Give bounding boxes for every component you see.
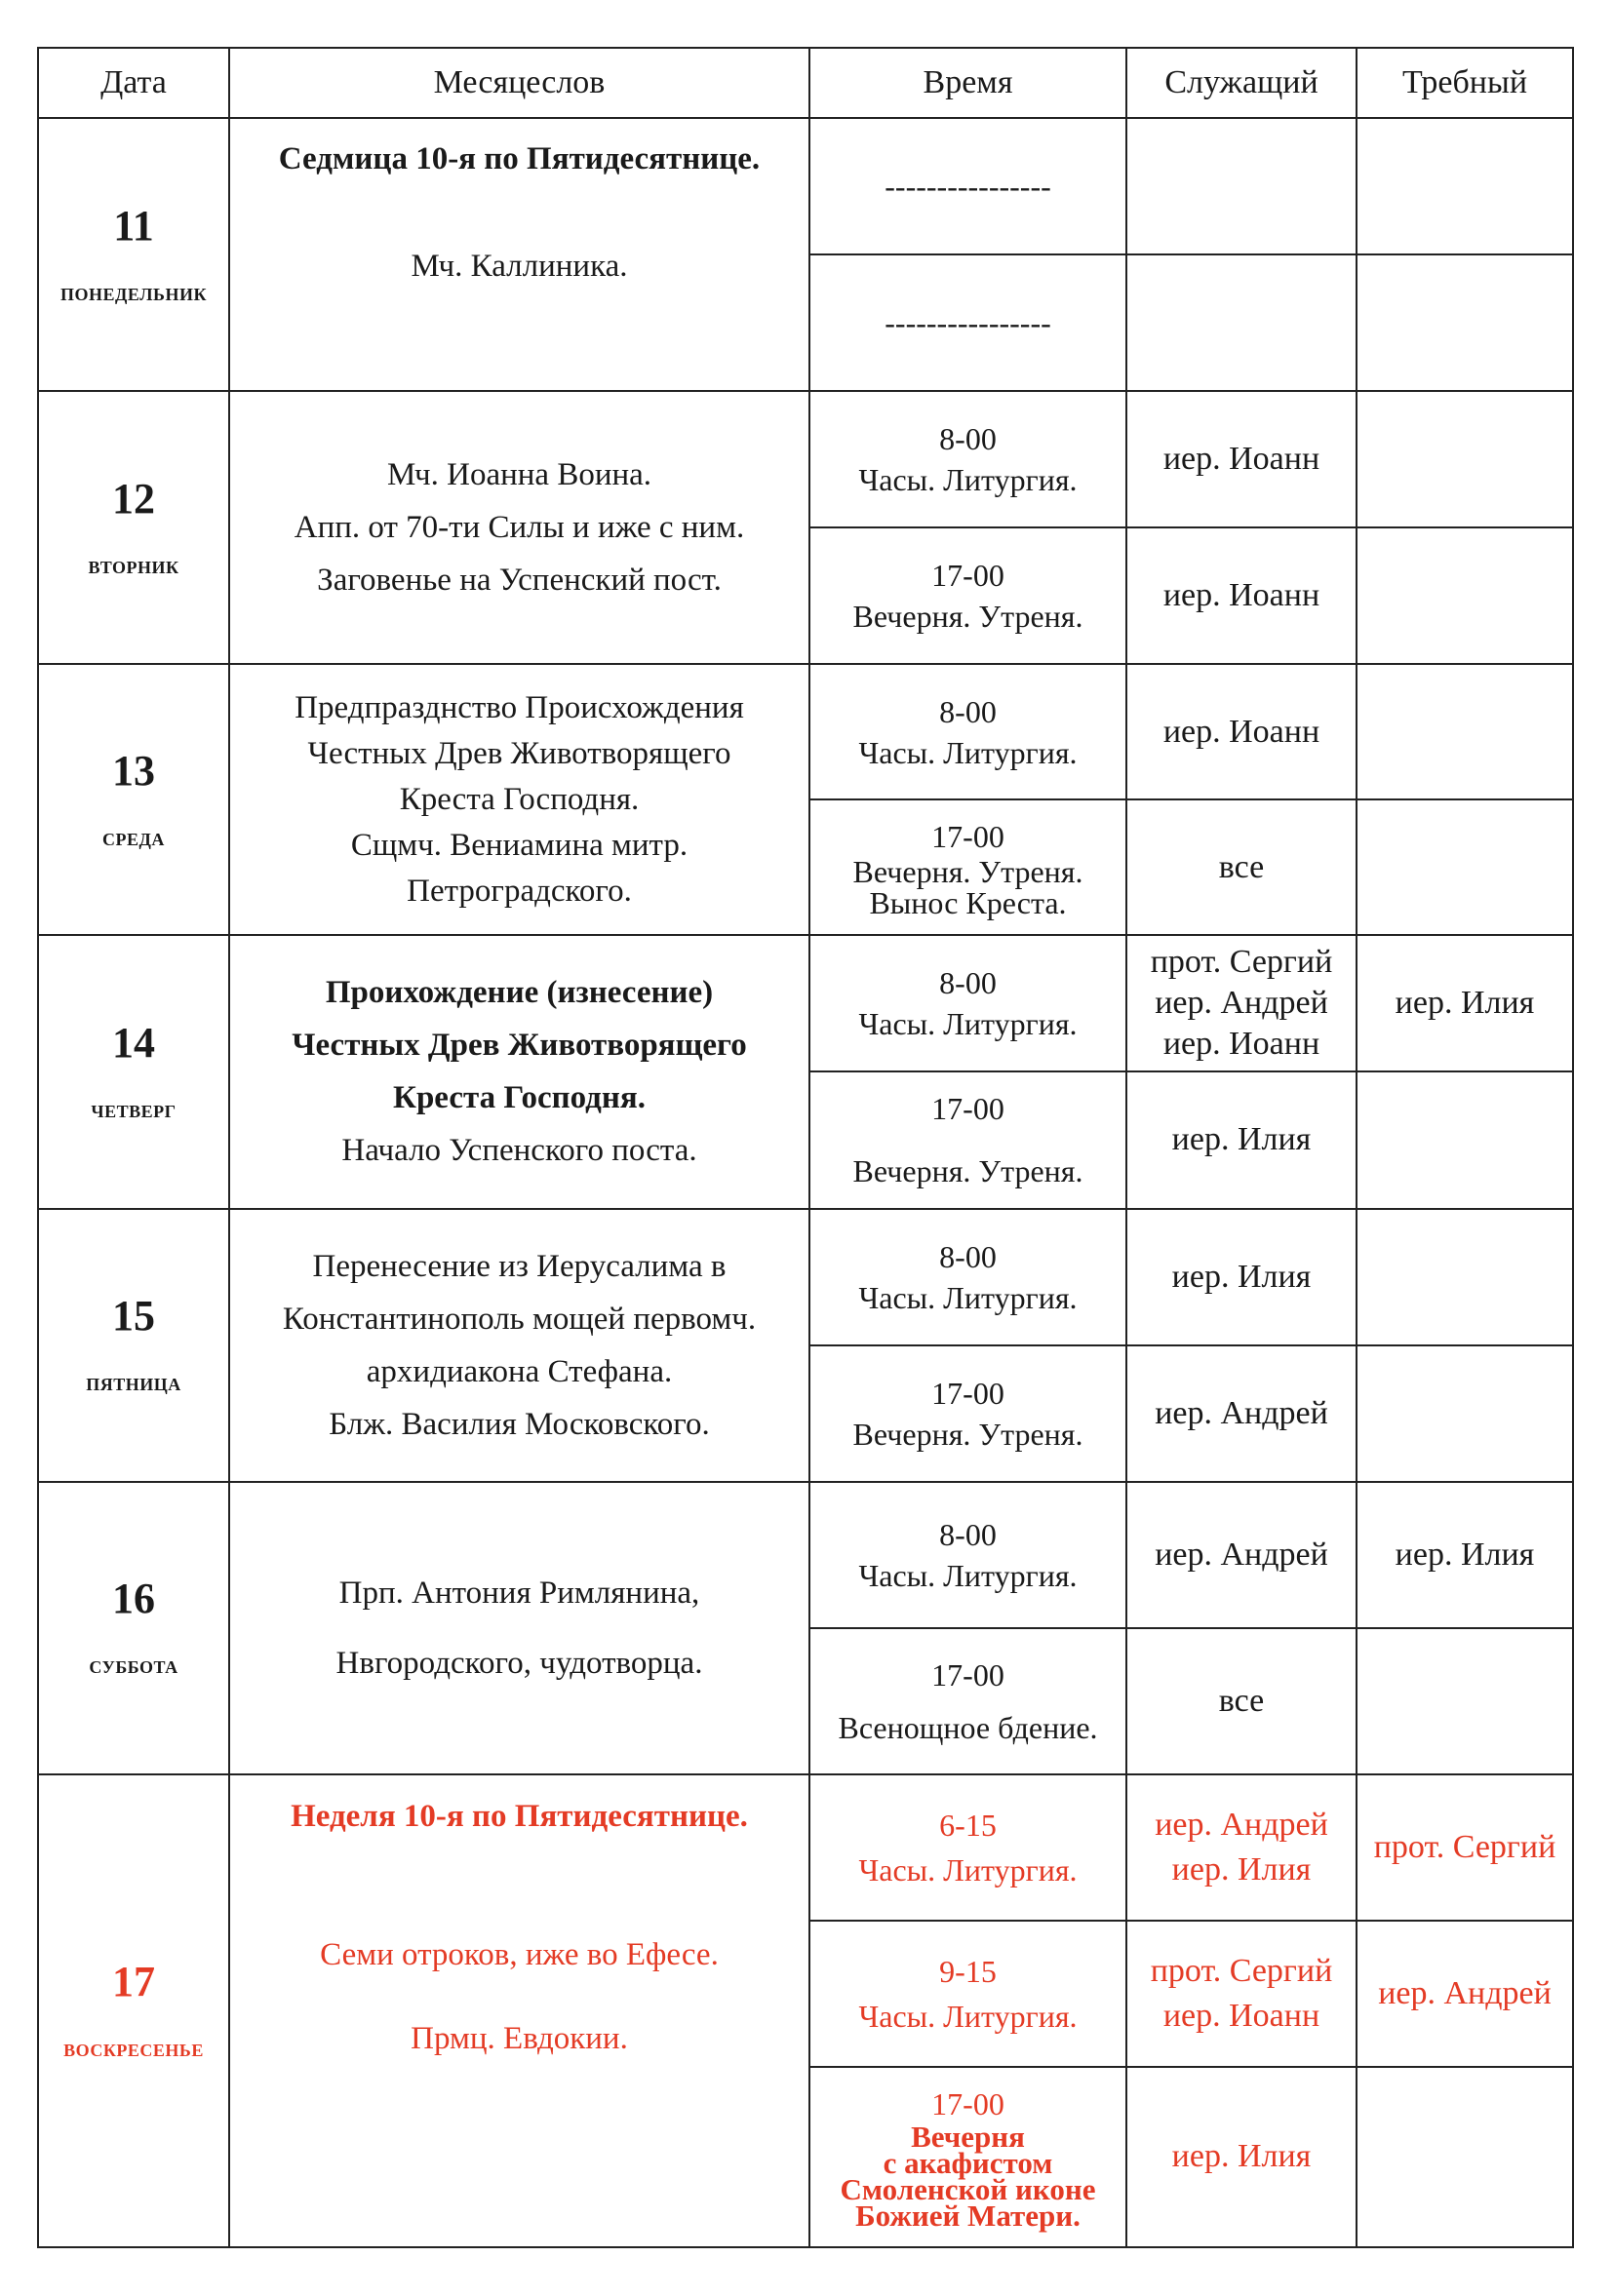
time-line: 17-00 — [931, 1375, 1004, 1411]
saint-line: Нвгородского, чудотворца. — [335, 1645, 703, 1681]
time-line: Всенощное бдение. — [838, 1709, 1098, 1745]
treby-name: прот. Сергий — [1373, 1828, 1556, 1865]
time-line: Вечерня — [911, 2120, 1025, 2155]
time-line: Божией Матери. — [855, 2199, 1081, 2234]
saint-line: Заговенье на Успенский пост. — [317, 563, 722, 599]
saint-line: архидиакона Стефана. — [366, 1353, 673, 1389]
day-name: ЧЕТВЕРГ — [91, 1101, 177, 1121]
menologion-cell — [229, 391, 809, 664]
menologion-cell — [229, 1774, 809, 2247]
saint-line: Седмица 10-я по Пятидесятнице. — [278, 141, 761, 176]
saint-line: Прмц. Евдокии. — [411, 2020, 628, 2056]
table-row — [38, 118, 1573, 254]
saint-line: Константинополь мощей первомч. — [282, 1301, 757, 1337]
serving-cell — [1126, 1071, 1357, 1208]
day-name: ВОСКРЕСЕНЬЕ — [63, 2040, 204, 2060]
schedule-table — [37, 47, 1574, 2248]
menologion-cell — [229, 935, 809, 1208]
treby-cell — [1357, 799, 1573, 935]
serving-name: иер. Илия — [1171, 2138, 1312, 2175]
serving-cell — [1126, 2067, 1357, 2247]
menologion-cell — [229, 1209, 809, 1482]
day-name: ВТОРНИК — [88, 557, 179, 577]
serving-name: прот. Сергий — [1150, 1952, 1333, 1989]
header-row — [38, 48, 1573, 118]
time-line: ---------------- — [885, 169, 1051, 205]
saint-line: Проихождение (изнесение) — [325, 975, 714, 1011]
time-line: Часы. Литургия. — [858, 462, 1078, 498]
header-treby: Требный — [1357, 48, 1573, 118]
serving-name: иер. Иоанн — [1162, 1997, 1320, 2034]
serving-name: иер. Иоанн — [1162, 577, 1320, 614]
saint-line: Предпразднство Происхождения — [295, 689, 744, 725]
serving-name: иер. Илия — [1171, 1850, 1312, 1887]
treby-cell — [1357, 1482, 1573, 1628]
day-name: СУББОТА — [89, 1657, 178, 1678]
time-cell — [809, 1774, 1126, 1921]
saint-line: Креста Господня. — [399, 781, 640, 817]
serving-cell — [1126, 118, 1357, 254]
time-line: Часы. Литургия. — [858, 1851, 1078, 1887]
serving-cell — [1126, 1209, 1357, 1345]
treby-cell — [1357, 2067, 1573, 2247]
serving-name: иер. Андрей — [1155, 985, 1328, 1022]
treby-name: иер. Илия — [1395, 1536, 1535, 1573]
time-cell — [809, 254, 1126, 391]
saint-line: Честных Древ Животворящего — [292, 1028, 747, 1064]
serving-cell — [1126, 664, 1357, 799]
saint-line: Прп. Антония Римлянина, — [338, 1575, 700, 1611]
serving-cell — [1126, 1628, 1357, 1774]
treby-cell — [1357, 1921, 1573, 2067]
time-line: 17-00 — [931, 2086, 1004, 2122]
serving-name: иер. Иоанн — [1162, 713, 1320, 750]
time-line: 8-00 — [939, 421, 997, 457]
time-cell — [809, 799, 1126, 935]
serving-cell — [1126, 254, 1357, 391]
serving-name: иер. Андрей — [1155, 1536, 1328, 1573]
saint-line: Апп. от 70-ти Силы и иже с ним. — [294, 510, 745, 546]
day-number: 16 — [112, 1575, 155, 1623]
saint-line: Семи отроков, иже во Ефесе. — [320, 1936, 719, 1972]
treby-cell — [1357, 1071, 1573, 1208]
treby-name: иер. Илия — [1395, 985, 1535, 1022]
saint-line: Блж. Василия Московского. — [329, 1406, 710, 1442]
header-serving: Служащий — [1126, 48, 1357, 118]
serving-name: иер. Иоанн — [1162, 441, 1320, 478]
time-line: 17-00 — [931, 558, 1004, 594]
treby-name: иер. Андрей — [1378, 1974, 1552, 2011]
table-row — [38, 1209, 1573, 1345]
time-line: с акафистом — [883, 2146, 1053, 2181]
day-number: 15 — [112, 1292, 155, 1341]
header-time: Время — [809, 48, 1126, 118]
time-line: 8-00 — [939, 1238, 997, 1274]
serving-cell — [1126, 1774, 1357, 1921]
treby-cell — [1357, 254, 1573, 391]
date-cell — [38, 391, 229, 664]
date-cell — [38, 664, 229, 935]
table-row — [38, 1774, 1573, 1921]
time-line: Вынос Креста. — [869, 884, 1067, 920]
serving-name: иер. Иоанн — [1162, 1026, 1320, 1063]
date-cell — [38, 935, 229, 1208]
header-menologion: Месяцеслов — [229, 48, 809, 118]
treby-cell — [1357, 527, 1573, 664]
time-line: Часы. Литургия. — [858, 1279, 1078, 1315]
time-cell — [809, 118, 1126, 254]
menologion-cell — [229, 664, 809, 935]
time-cell — [809, 935, 1126, 1071]
day-name: ПЯТНИЦА — [86, 1375, 181, 1395]
saint-line: Мч. Каллиника. — [411, 249, 628, 284]
serving-cell — [1126, 1482, 1357, 1628]
serving-cell — [1126, 391, 1357, 527]
serving-name: иер. Илия — [1171, 1258, 1312, 1295]
time-line: 8-00 — [939, 693, 997, 729]
treby-cell — [1357, 118, 1573, 254]
treby-cell — [1357, 1628, 1573, 1774]
time-line: 9-15 — [939, 1953, 997, 1989]
serving-name: все — [1218, 1682, 1265, 1719]
saint-line: Честных Древ Животворящего — [307, 735, 731, 771]
time-line: ---------------- — [885, 305, 1051, 341]
serving-cell — [1126, 935, 1357, 1071]
time-cell — [809, 391, 1126, 527]
serving-cell — [1126, 527, 1357, 664]
time-line: Часы. Литургия. — [858, 1557, 1078, 1593]
time-line: Часы. Литургия. — [858, 1006, 1078, 1042]
time-cell — [809, 1345, 1126, 1482]
saint-line: Неделя 10-я по Пятидесятнице. — [291, 1798, 748, 1834]
day-name: ПОНЕДЕЛЬНИК — [59, 284, 208, 304]
saint-line: Сщмч. Вениамина митр. — [350, 827, 688, 863]
saint-line: Креста Господня. — [393, 1080, 646, 1116]
day-number: 17 — [112, 1957, 155, 2005]
time-cell — [809, 1071, 1126, 1208]
serving-name: иер. Андрей — [1155, 1806, 1328, 1843]
time-line: 17-00 — [931, 1091, 1004, 1127]
treby-cell — [1357, 935, 1573, 1071]
time-line: Вечерня. Утреня. — [852, 1416, 1083, 1452]
menologion-cell — [229, 118, 809, 391]
time-line: Вечерня. Утреня. — [852, 1153, 1083, 1189]
day-number: 12 — [112, 474, 155, 523]
date-cell — [38, 1209, 229, 1482]
serving-cell — [1126, 1921, 1357, 2067]
time-line: Вечерня. Утреня. — [852, 853, 1083, 889]
treby-cell — [1357, 1345, 1573, 1482]
saint-line: Мч. Иоанна Воина. — [386, 457, 652, 493]
saint-line: Петроградского. — [407, 873, 632, 909]
table-row — [38, 391, 1573, 527]
table-row — [38, 1482, 1573, 1628]
day-number: 11 — [113, 201, 154, 250]
time-cell — [809, 527, 1126, 664]
serving-name: все — [1218, 848, 1265, 885]
time-line: 17-00 — [931, 1656, 1004, 1693]
serving-name: иер. Андрей — [1155, 1394, 1328, 1431]
serving-name: прот. Сергий — [1150, 944, 1333, 981]
treby-cell — [1357, 1209, 1573, 1345]
time-line: Часы. Литургия. — [858, 734, 1078, 770]
date-cell — [38, 1482, 229, 1774]
time-line: Часы. Литургия. — [858, 1998, 1078, 2034]
saint-line: Перенесение из Иерусалима в — [312, 1248, 727, 1284]
treby-cell — [1357, 391, 1573, 527]
date-cell — [38, 118, 229, 391]
day-number: 13 — [112, 746, 155, 795]
time-line: Вечерня. Утреня. — [852, 599, 1083, 635]
table-row — [38, 664, 1573, 799]
time-cell — [809, 2067, 1126, 2247]
time-line: 8-00 — [939, 965, 997, 1001]
serving-cell — [1126, 799, 1357, 935]
time-cell — [809, 1209, 1126, 1345]
serving-cell — [1126, 1345, 1357, 1482]
date-cell — [38, 1774, 229, 2247]
time-line: Смоленской иконе — [840, 2172, 1096, 2207]
time-line: 17-00 — [931, 818, 1004, 854]
time-cell — [809, 1482, 1126, 1628]
day-number: 14 — [112, 1018, 155, 1067]
menologion-cell — [229, 1482, 809, 1774]
time-line: 8-00 — [939, 1516, 997, 1552]
table-row — [38, 935, 1573, 1071]
time-cell — [809, 1921, 1126, 2067]
day-name: СРЕДА — [102, 829, 165, 849]
treby-cell — [1357, 664, 1573, 799]
time-cell — [809, 1628, 1126, 1774]
serving-name: иер. Илия — [1171, 1121, 1312, 1158]
header-date: Дата — [38, 48, 229, 118]
time-cell — [809, 664, 1126, 799]
saint-line: Начало Успенского поста. — [341, 1133, 697, 1169]
treby-cell — [1357, 1774, 1573, 1921]
time-line: 6-15 — [939, 1807, 997, 1843]
